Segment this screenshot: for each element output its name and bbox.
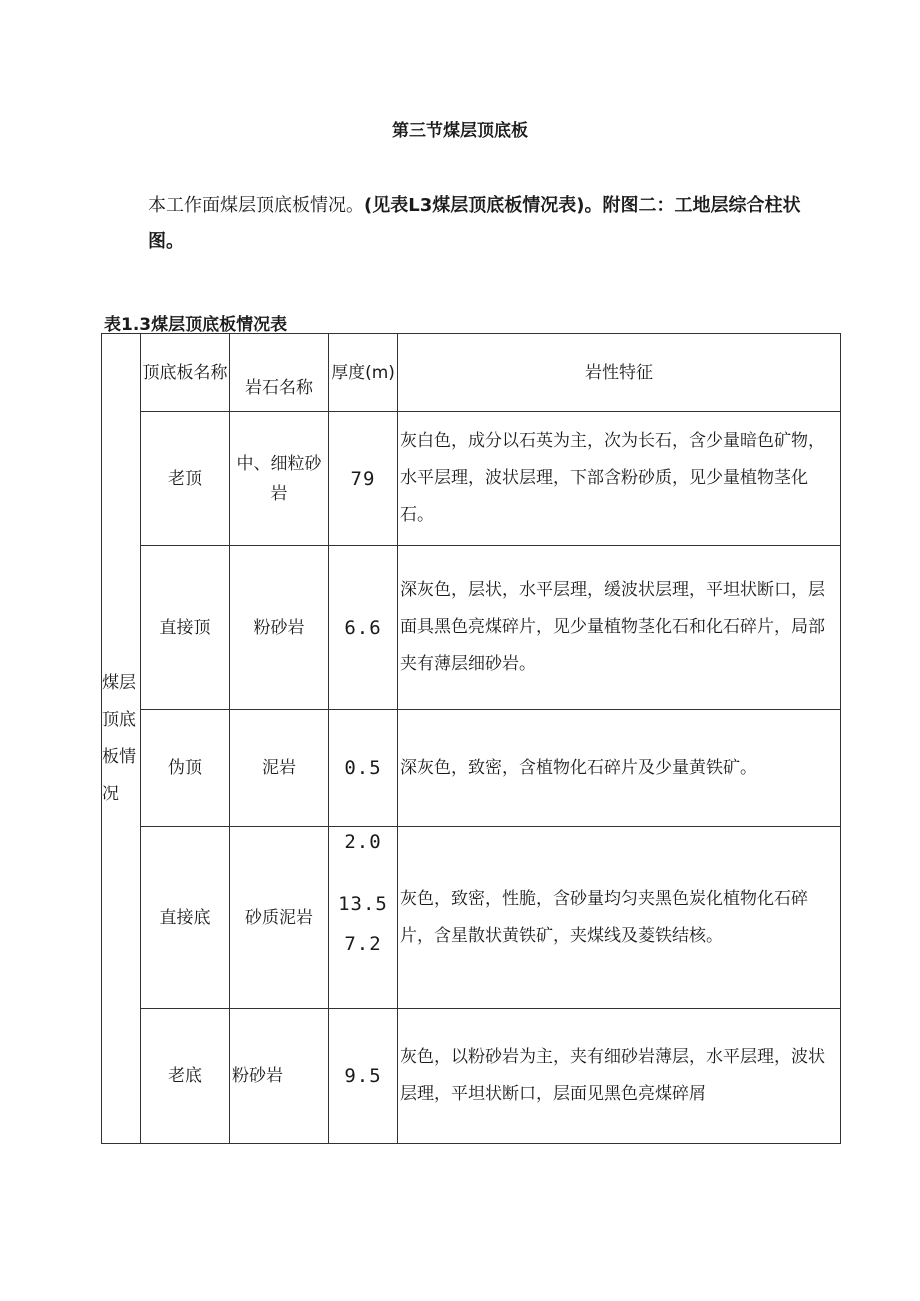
row-rock: 粉砂岩 — [230, 546, 329, 710]
row-thickness-multi — [329, 827, 398, 1009]
intro-reference: (见表L3煤层顶底板情况表)。附图二：工地层综合柱状 — [364, 195, 801, 216]
header-thickness-text: 厚度(m) — [331, 362, 395, 383]
row-features: 深灰色，层状，水平层理，缓波状层理，平坦状断口，层面具黑色亮煤碎片，见少量植物茎化石和化石碎片，局部夹有薄层细砂岩。 — [398, 546, 841, 710]
header-name-text: 顶底板名称 — [142, 362, 228, 383]
header-rock — [230, 334, 329, 412]
table-row — [102, 827, 841, 1009]
roof-floor-table — [101, 333, 841, 1144]
row-name: 伪顶 — [141, 710, 230, 827]
row-rock: 砂质泥岩 — [230, 827, 329, 1009]
group-label-cell — [102, 334, 141, 1144]
row-rock: 泥岩 — [230, 710, 329, 827]
row-name: 老底 — [141, 1009, 230, 1144]
row-name: 老顶 — [141, 412, 230, 546]
row-features: 灰色，致密，性脆，含砂量均匀夹黑色炭化植物化石碎片，含星散状黄铁矿，夹煤线及菱铁结核。 — [398, 827, 841, 1009]
section-title: 第三节煤层顶底板 — [392, 121, 528, 141]
row-features: 灰色，以粉砂岩为主，夹有细砂岩薄层，水平层理，波状层理，平坦状断口，层面见黑色亮煤碎屑 — [398, 1009, 841, 1144]
row-name: 直接顶 — [141, 546, 230, 710]
header-features — [398, 334, 841, 412]
header-rock-text: 岩石名称 — [245, 377, 313, 398]
table-header-row — [102, 334, 841, 412]
row-name: 直接底 — [141, 827, 230, 1009]
row-features: 深灰色，致密，含植物化石碎片及少量黄铁矿。 — [398, 710, 841, 827]
row-thickness: 0.5 — [329, 710, 398, 827]
row-thickness: 9.5 — [329, 1009, 398, 1144]
row-rock: 中、细粒砂岩 — [230, 412, 329, 546]
row-thickness: 6.6 — [329, 546, 398, 710]
table-row — [102, 710, 841, 827]
table-row — [102, 1009, 841, 1144]
table-row — [102, 412, 841, 546]
row-thickness: 79 — [329, 412, 398, 546]
intro-lead: 本工作面煤层顶底板情况。 — [148, 195, 364, 216]
header-thickness — [329, 334, 398, 412]
table-row — [102, 546, 841, 710]
table-caption: 表1.3煤层顶底板情况表 — [104, 315, 288, 335]
thickness-value: 7.2 — [344, 933, 382, 955]
intro-paragraph — [148, 188, 848, 260]
header-name — [141, 334, 230, 412]
intro-reference-end: 图。 — [148, 231, 184, 252]
row-rock: 粉砂岩 — [230, 1009, 329, 1144]
header-features-text: 岩性特征 — [585, 362, 653, 383]
group-label: 煤层顶底板情况 — [102, 672, 136, 804]
thickness-value: 13.5 — [338, 893, 388, 915]
row-features: 灰白色，成分以石英为主，次为长石，含少量暗色矿物，水平层理，波状层理，下部含粉砂质，见少量植物茎化石。 — [398, 412, 841, 546]
thickness-value: 2.0 — [344, 831, 382, 853]
